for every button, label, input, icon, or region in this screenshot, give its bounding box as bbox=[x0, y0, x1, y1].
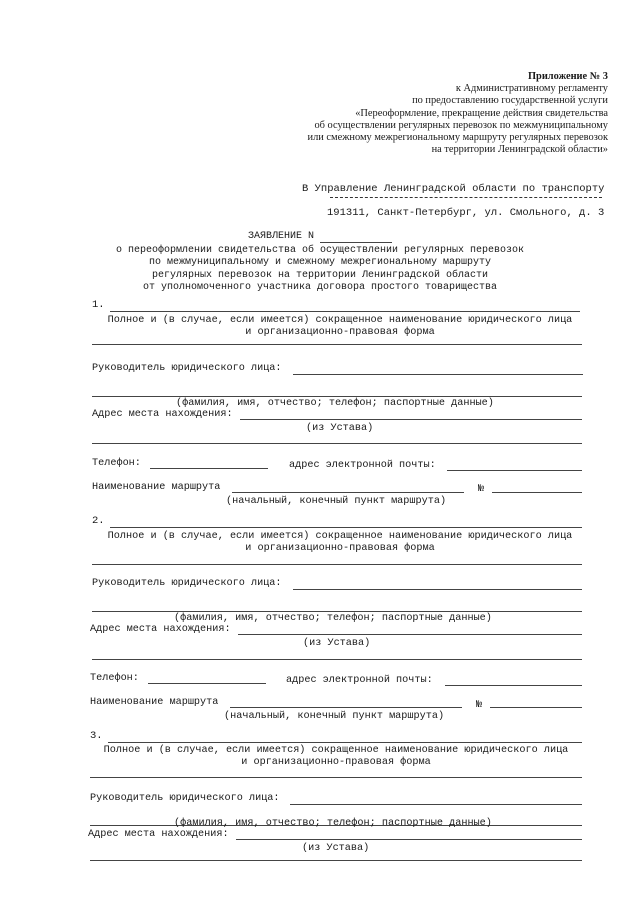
phone-label: Телефон: bbox=[90, 673, 139, 684]
route-number-label: № bbox=[478, 484, 485, 495]
address-caption: (из Устава) bbox=[306, 423, 374, 434]
address-caption: (из Устава) bbox=[303, 638, 371, 649]
route-label: Наименование маршрута bbox=[92, 482, 221, 493]
legal-entity-name-field[interactable] bbox=[108, 742, 582, 743]
legal-entity-form-caption: и организационно-правовая форма bbox=[245, 543, 435, 554]
appendix-line: или смежному межрегиональному маршруту регулярных перевозок bbox=[307, 132, 608, 144]
subtitle-line: по межмуниципальному и смежному межрегиональному маршруту bbox=[148, 257, 492, 269]
legal-entity-name-field-2[interactable] bbox=[90, 777, 582, 778]
address-label: Адрес места нахождения: bbox=[88, 829, 229, 840]
email-label: адрес электронной почты: bbox=[289, 460, 436, 471]
legal-entity-name-field-2[interactable] bbox=[92, 564, 582, 565]
application-title bbox=[0, 231, 640, 243]
addressee-divider bbox=[330, 197, 602, 198]
appendix-line: на территории Ленинградской области» bbox=[431, 144, 608, 156]
legal-entity-name-field[interactable] bbox=[110, 527, 582, 528]
head-caption: (фамилия, имя, отчество; телефон; паспортные данные) bbox=[174, 818, 492, 829]
phone-field[interactable] bbox=[150, 468, 268, 469]
legal-entity-name-caption: Полное и (в случае, если имеется) сокращенное наименование юридического лица bbox=[103, 745, 569, 756]
route-caption: (начальный, конечный пункт маршрута) bbox=[226, 496, 447, 507]
appendix-line: Приложение № 3 bbox=[527, 71, 608, 82]
address-field-2[interactable] bbox=[92, 659, 582, 660]
route-label: Наименование маршрута bbox=[90, 697, 219, 708]
appendix-line: по предоставлению государственной услуги bbox=[412, 95, 608, 107]
application-number-field[interactable] bbox=[320, 242, 392, 243]
route-caption: (начальный, конечный пункт маршрута) bbox=[224, 711, 445, 722]
email-label: адрес электронной почты: bbox=[286, 675, 433, 686]
application-subtitle bbox=[0, 245, 640, 294]
address-field[interactable] bbox=[236, 839, 582, 840]
legal-entity-name-caption: Полное и (в случае, если имеется) сокращенное наименование юридического лица bbox=[107, 315, 573, 326]
head-caption: (фамилия, имя, отчество; телефон; паспортные данные) bbox=[176, 398, 494, 409]
subtitle-line: от уполномоченного участника договора простого товарищества bbox=[142, 281, 498, 293]
address-field-2[interactable] bbox=[90, 860, 582, 861]
address-caption: (из Устава) bbox=[302, 843, 370, 854]
email-field[interactable] bbox=[447, 470, 582, 471]
section-number: 3. bbox=[90, 730, 103, 742]
head-field[interactable] bbox=[293, 374, 583, 375]
head-field[interactable] bbox=[293, 589, 582, 590]
route-number-field[interactable] bbox=[492, 492, 582, 493]
phone-label: Телефон: bbox=[92, 458, 141, 469]
address-field-2[interactable] bbox=[92, 443, 582, 444]
route-number-label: № bbox=[476, 700, 483, 711]
head-label: Руководитель юридического лица: bbox=[92, 363, 282, 374]
head-field[interactable] bbox=[290, 804, 582, 805]
addressee-line-1: В Управление Ленинградской области по транспорту bbox=[302, 183, 605, 195]
email-field[interactable] bbox=[445, 685, 582, 686]
section-number: 2. bbox=[92, 515, 105, 527]
head-field-2[interactable] bbox=[92, 396, 582, 397]
legal-entity-name-field-2[interactable] bbox=[92, 344, 582, 345]
addressee-line-2: 191311, Санкт-Петербург, ул. Смольного, д. 3 bbox=[327, 207, 605, 219]
route-number-field[interactable] bbox=[490, 707, 582, 708]
address-field[interactable] bbox=[240, 419, 582, 420]
head-caption: (фамилия, имя, отчество; телефон; паспортные данные) bbox=[174, 613, 492, 624]
appendix-line: об осуществлении регулярных перевозок по межмуниципальному bbox=[314, 119, 608, 131]
address-label: Адрес места нахождения: bbox=[90, 624, 231, 635]
legal-entity-name-field[interactable] bbox=[110, 311, 580, 312]
subtitle-line: регулярных перевозок на территории Ленинградской области bbox=[151, 269, 489, 281]
address-label: Адрес места нахождения: bbox=[92, 409, 233, 420]
head-label: Руководитель юридического лица: bbox=[92, 578, 282, 589]
legal-entity-form-caption: и организационно-правовая форма bbox=[245, 327, 435, 338]
route-field[interactable] bbox=[232, 492, 464, 493]
appendix-line: «Переоформление, прекращение действия свидетельства bbox=[355, 107, 608, 119]
head-label: Руководитель юридического лица: bbox=[90, 793, 280, 804]
head-field-2[interactable] bbox=[92, 611, 582, 612]
subtitle-line: о переоформлении свидетельства об осуществлении регулярных перевозок bbox=[115, 245, 525, 256]
appendix-header bbox=[268, 71, 608, 156]
legal-entity-form-caption: и организационно-правовая форма bbox=[241, 757, 431, 768]
address-field[interactable] bbox=[238, 634, 582, 635]
appendix-line: к Административному регламенту bbox=[455, 83, 608, 95]
application-heading: ЗАЯВЛЕНИЕ N bbox=[247, 231, 314, 242]
section-number: 1. bbox=[92, 299, 105, 311]
phone-field[interactable] bbox=[148, 683, 266, 684]
legal-entity-name-caption: Полное и (в случае, если имеется) сокращенное наименование юридического лица bbox=[107, 531, 573, 542]
route-field[interactable] bbox=[230, 707, 462, 708]
